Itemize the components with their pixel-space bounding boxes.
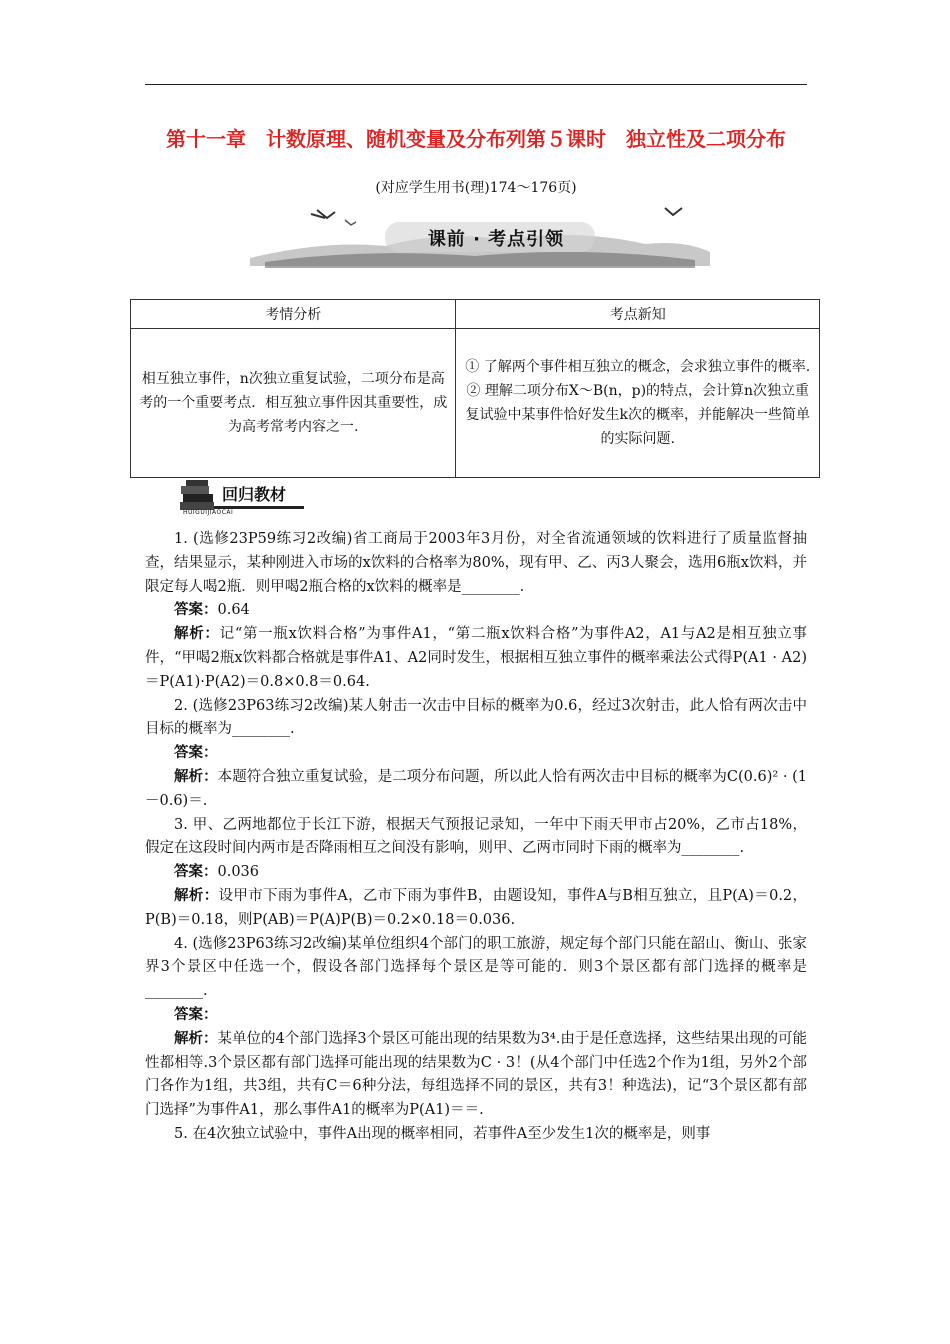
page-subtitle: (对应学生用书(理)174～176页): [375, 180, 577, 196]
table-header-analysis: 考情分析: [131, 300, 456, 329]
problem-1-answer: [145, 599, 807, 623]
bird-icon: [665, 208, 682, 215]
answer-value: 0.036: [217, 864, 260, 881]
bird-icon: [345, 220, 356, 225]
analysis-label: 解析：: [174, 1030, 218, 1047]
answer-label: 答案：: [174, 602, 218, 619]
page-title: 第十一章 计数原理、随机变量及分布列第５课时 独立性及二项分布: [166, 127, 786, 151]
analysis-label: 解析：: [174, 626, 220, 643]
banner-label: 课前 · 考点引领: [427, 229, 565, 250]
answer-label: 答案：: [174, 864, 218, 881]
answer-label: 答案：: [174, 745, 218, 762]
analysis-label: 解析：: [174, 887, 219, 904]
problem-2-analysis: [145, 766, 807, 814]
table-cell-knowledge: [456, 329, 820, 478]
problem-4-answer: [145, 1004, 807, 1028]
knowledge-item-1: ① 了解两个事件相互独立的概念，会求独立事件的概率.: [465, 359, 811, 375]
problem-3-question: 3. 甲、乙两地都位于长江下游，根据天气预报记录知，一年中下雨天甲市占20%，乙市占18%，假定在这段时间内两市是否降雨相互之间没有影响，则甲、乙两市同时下雨的概率为________.: [145, 816, 807, 857]
problem-3-answer: [145, 861, 807, 885]
section-subtitle: HUIGUIJIAOCAI: [183, 509, 234, 516]
analysis-text: 记“第一瓶x饮料合格”为事件A1，“第二瓶x饮料合格”为事件A2，A1与A2是相互独立事件，“甲喝2瓶x饮料都合格就是事件A1、A2同时发生，根据相互独立事件的概率乘法公式得P(A1 · A2)＝P(A1)·P(A2)＝0.8×0.8＝0.64.: [145, 626, 807, 690]
analysis-text: 本题符合独立重复试验，是二项分布问题，所以此人恰有两次击中目标的概率为C(0.6)² · (1－0.6)＝.: [145, 768, 807, 809]
section-title: 回归教材: [222, 485, 287, 504]
problem-1-analysis: [145, 623, 807, 694]
exam-info-table: [130, 299, 820, 478]
problem-list: [145, 528, 807, 1147]
problem-1-question: 1. (选修23P59练习2改编)省工商局于2003年3月份，对全省流通领域的饮料进行了质量监督抽查，结果显示，某种刚进入市场的x饮料的合格率为80%，现有甲、乙、丙3人聚会，选用6瓶x饮料，并限定每人喝2瓶．则甲喝2瓶合格的x饮料的概率是________.: [145, 531, 807, 595]
problem-4-analysis: [145, 1028, 807, 1123]
analysis-text: 设甲市下雨为事件A，乙市下雨为事件B，由题设知，事件A与B相互独立，且P(A)＝0.2，P(B)＝0.18，则P(AB)＝P(A)P(B)＝0.2×0.18＝0.036.: [145, 887, 808, 928]
problem-2-question: 2. (选修23P63练习2改编)某人射击一次击中目标的概率为0.6，经过3次射击，此人恰有两次击中目标的概率为________.: [145, 697, 807, 738]
answer-value: 0.64: [217, 602, 250, 619]
analysis-label: 解析：: [174, 768, 218, 785]
knowledge-item-2: ② 理解二项分布X～B(n，p)的特点，会计算n次独立重复试验中某事件恰好发生k次的概率，并能解决一些简单的实际问题.: [465, 383, 810, 447]
problem-2-answer: [145, 742, 807, 766]
table-header-knowledge: 考点新知: [456, 300, 820, 329]
problem-5-question: 5. 在4次独立试验中，事件A出现的概率相同，若事件A至少发生1次的概率是，则事: [174, 1125, 711, 1142]
answer-label: 答案：: [174, 1006, 218, 1023]
top-rule: [145, 84, 807, 85]
bird-icon: [311, 210, 335, 218]
table-cell-analysis: 相互独立事件，n次独立重复试验，二项分布是高考的一个重要考点．相互独立事件因其重要性，成为高考常考内容之一.: [131, 329, 456, 478]
problem-4-question: 4. (选修23P63练习2改编)某单位组织4个部门的职工旅游，规定每个部门只能在韶山、衡山、张家界3个景区中任选一个，假设各部门选择每个景区是等可能的．则3个景区都有部门选择的概率是________.: [145, 935, 807, 1000]
analysis-text: 某单位的4个部门选择3个景区可能出现的结果数为3⁴.由于是任意选择，这些结果出现的可能性都相等.3个景区都有部门选择可能出现的结果数为C · 3！(从4个部门中任选2个作为1组，另外2个部门各作为1组，共3组，共有C＝6种分法，每组选择不同的景区，共有3！种选法)，记“3个景区都有部门选择”为事件A1，那么事件A1的概率为P(A1)＝＝.: [145, 1030, 807, 1119]
problem-3-analysis: [145, 885, 807, 933]
